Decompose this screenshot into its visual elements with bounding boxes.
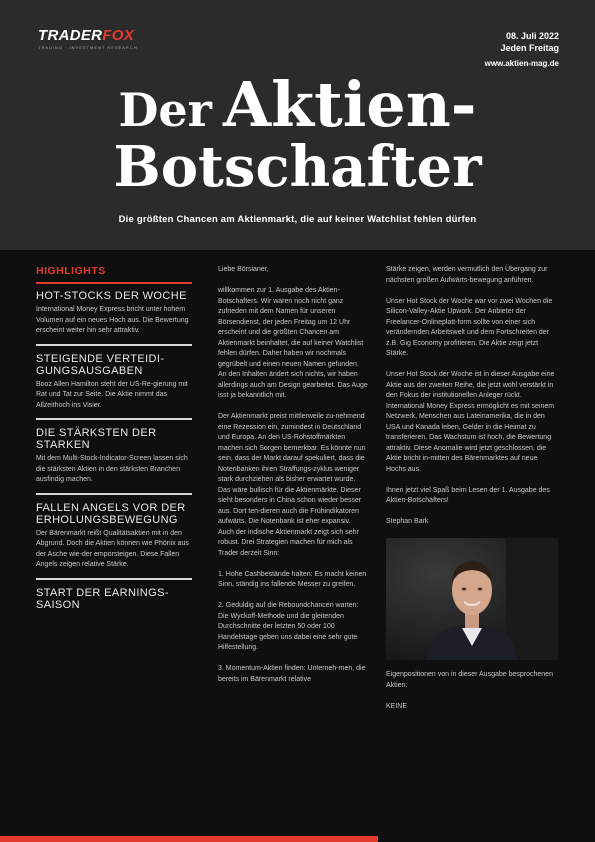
highlight-heading: FALLEN ANGELS VOR DER ERHOLUNGSBEWEGUNG [36, 501, 186, 526]
traderfox-logo[interactable] [38, 28, 138, 50]
title-line-2: Botschafter [113, 134, 482, 200]
logo-wordmark [38, 28, 138, 44]
highlight-heading: START DER EARNINGS-SAISON [36, 586, 169, 611]
subtitle: Die größten Chancen am Aktienmarkt, die auf keiner Watchlist fehlen dürfen [118, 214, 477, 225]
issue-date: 08. Juli 2022 [505, 31, 559, 41]
editorial-paragraph: willkommen zur 1. Ausgabe des Aktien-Botschafters. Wir waren noch nicht ganz zufrieden mit dem Namen für unseren Börsendienst, der jeden Freitag um 12 Uhr erscheint und die größten Chancen am Aktienmarkt beinhaltet, die auf keiner Watchlist fehlen dürfen. Daher haben wir nochmals gegrübelt und einen neuen Namen gefunden. An den Inhalten ändert sich nichts, wir haben allerdings auch am Design gearbeitet. Das Auge isst ja bekanntlich mit. [218, 287, 368, 399]
greeting: Liebe Börsianer, [218, 266, 269, 273]
title-line-1 [0, 68, 595, 141]
highlight-text: Der Bärenmarkt reißt Qualitätsaktien mit in den Abgrund. Doch die Aktien können wie Phönix aus der Asche wie-der emporsteigen. Diese Fallen Angels zeigen relative Stärke. [36, 529, 189, 568]
issue-date-block [500, 30, 559, 54]
editorial-paragraph: Stärke zeigen, werden vermutlich den Übergang zur nächsten großen Aufwärts-bewegung anführen. [386, 266, 548, 284]
website-link[interactable]: www.aktien-mag.de [484, 59, 559, 68]
disclosure-value: KEINE [386, 702, 408, 710]
highlights-sidebar [36, 265, 192, 628]
editorial-column-middle [218, 265, 368, 696]
strategy-3: 3. Momentum-Aktien finden: Unterneh-men, die bereits im Bärenmarkt relative [218, 665, 366, 683]
closing-line: Ihnen jetzt viel Spaß beim Lesen der 1. Ausgabe des Aktien-Botschafters! [386, 486, 550, 504]
issue-frequency: Jeden Freitag [500, 43, 559, 53]
strategy-1: 1. Hohe Cashbestände halten: Es macht keinen Sinn, ständig ins fallende Messer zu greifen. [218, 570, 367, 588]
highlight-heading: DIE STÄRKSTEN DER STARKEN [36, 427, 157, 451]
logo-tagline: TRADING · INVESTMENT RESEARCH [38, 45, 138, 50]
highlight-text: Mit dem Multi-Stock-Indicator-Screen lassen sich die stärksten Aktien in den stärksten Branchen ausfindig machen. [36, 455, 188, 483]
highlight-text: International Money Express bricht unter hohem Volumen auf ein neues Hoch aus. Die Bewertung erscheint weiter hin sehr attraktiv. [36, 306, 189, 334]
strategy-2: 2. Geduldig auf die Reboundchancen warten: Die Wyckoff-Methode und die gleitenden Durchschnitte der letzten 50 oder 100 Handelstage geben uns dabei eine sehr gute Hilfestellung. [218, 602, 359, 651]
highlight-text: Booz Allen Hamilton steht der US-Re-gierung mit Rat und Tat zur Seite. Die Aktie nimmt das Allzeithoch ins Visier. [36, 380, 188, 409]
highlight-item[interactable] [36, 502, 192, 580]
editorial-paragraph: Unser Hot Stock der Woche ist in dieser Ausgabe eine Aktie aus der zweiten Reihe, die jetzt wohl verstärkt in den Fokus der institutionellen Anleger rückt. International Money Express ermöglicht es mit seinem Netzwerk, Menschen aus Lateinamerika, die in den USA und Kanada leben, Gelder in die Heimat zu transferieren. Das Wachstum ist hoch, die Bewertung attraktiv. Diese Anomalie wird jetzt geschlossen, die Aktie bricht in-mitten des Bärenmarktes auf neue Hochs aus. [386, 371, 555, 473]
highlight-heading: STEIGENDE VERTEIDI-GUNGSAUSGABEN [36, 352, 165, 377]
highlight-item[interactable] [36, 427, 192, 495]
highlight-heading: HOT-STOCKS DER WOCHE [36, 290, 187, 302]
editorial-column-right [386, 265, 558, 723]
editorial-paragraph: Der Aktienmarkt preist mittlerweile zu-nehmend eine Rezession ein, zumindest in Deutschland und Europa. An den US-Rohstoffmärkten machen sich Sorgen bemerkbar. Es könnte nun sein, dass der Markt darauf spekuliert, dass die Notenbanken ihren Straffungs-zyklus weniger stark durchziehen als bisher erwartet wurde. Das wäre bullisch für die Aktienmärkte. Dieser sieht besonders in China schon wieder besser aus. Dort ten-dieren auch die Frühindikatoren aufwärts. Die Notenbank ist eher expansiv. Auch der indische Aktienmarkt zeigt sich sehr robust. Drei Strategien machen für mich als Trader derzeit Sinn: [218, 413, 366, 557]
footer-accent-bar [0, 836, 378, 842]
author-name: Stephan Bark [386, 518, 429, 525]
disclosure-caption: Eigenpositionen von in dieser Ausgabe besprochenen Aktien: [386, 671, 553, 689]
highlights-title: HIGHLIGHTS [36, 265, 192, 284]
highlight-item[interactable] [36, 587, 192, 621]
highlight-item[interactable] [36, 290, 192, 346]
highlight-item[interactable] [36, 353, 192, 421]
title-der: Der [118, 83, 212, 137]
title-aktien: Aktien- [223, 68, 477, 141]
author-photo [386, 538, 558, 660]
logo-part-trader: TRADER [38, 27, 103, 44]
editorial-paragraph: Unser Hot Stock der Woche war vor zwei Wochen die Silicon-Valley-Aktie Upwork. Der Anbieter der Freelancer-Onlineplatt-form sollte von einer sich verändernden Arbeitswelt und dem Fortschreiten der z.B. Gig Economy profitieren. Die Aktie zeigt jetzt Stärke. [386, 297, 553, 357]
masthead [0, 0, 595, 250]
logo-part-fox: FOX [102, 27, 135, 44]
